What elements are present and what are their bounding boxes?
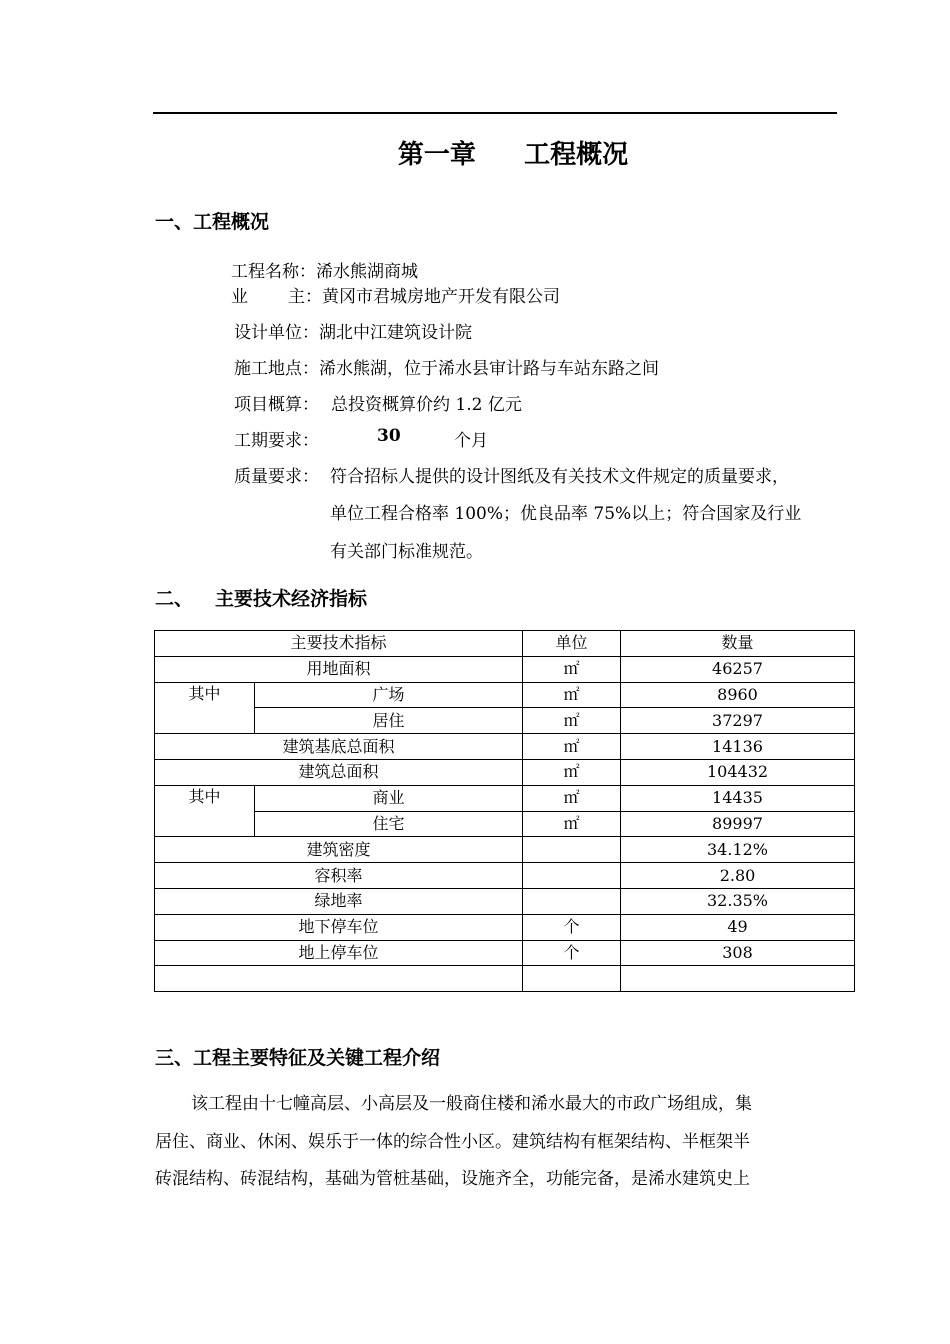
table-row xyxy=(155,656,855,682)
row-unit: ㎡ xyxy=(523,682,621,708)
period-unit: 个月 xyxy=(454,431,488,451)
row-name: 建筑密度 xyxy=(155,837,523,863)
row-value: 46257 xyxy=(621,656,855,682)
chapter-title xyxy=(153,134,873,171)
design-line xyxy=(234,318,472,343)
row-value: 2.80 xyxy=(621,863,855,889)
row-unit: ㎡ xyxy=(523,811,621,837)
table-row xyxy=(155,734,855,760)
period-value: 30 xyxy=(377,426,401,446)
row-name: 商业 xyxy=(255,785,523,811)
quality-label: 质量要求： xyxy=(234,467,319,487)
budget-label: 项目概算： xyxy=(234,395,319,415)
quality-line-2: 单位工程合格率 100%；优良品率 75%以上；符合国家及行业 xyxy=(330,504,802,524)
project-name-value: 浠水熊湖商城 xyxy=(316,262,418,282)
header-unit: 单位 xyxy=(523,631,621,657)
intro-line-3: 砖混结构、砖混结构，基础为管桩基础，设施齐全，功能完备，是浠水建筑史上 xyxy=(155,1169,750,1189)
table-row xyxy=(155,914,855,940)
row-name: 地下停车位 xyxy=(155,914,523,940)
row-name: 地上停车位 xyxy=(155,940,523,966)
section-1-heading: 一、工程概况 xyxy=(155,211,270,233)
chapter-number: 第一章 xyxy=(397,140,476,170)
owner-label-a: 业 xyxy=(231,287,248,307)
row-name: 用地面积 xyxy=(155,656,523,682)
row-value: 89997 xyxy=(621,811,855,837)
table-row xyxy=(155,837,855,863)
owner-label-b: 主： xyxy=(288,287,322,307)
intro-line-1: 该工程由十七幢高层、小高层及一般商住楼和浠水最大的市政广场组成，集 xyxy=(191,1094,752,1114)
row-unit: 个 xyxy=(523,940,621,966)
empty-cell xyxy=(523,966,621,992)
indicator-table xyxy=(154,630,855,992)
table-row xyxy=(155,940,855,966)
project-name-line xyxy=(231,257,418,282)
row-unit: 个 xyxy=(523,914,621,940)
row-name: 建筑基底总面积 xyxy=(155,734,523,760)
table-header-row xyxy=(155,631,855,657)
row-unit: ㎡ xyxy=(523,734,621,760)
row-value: 32.35% xyxy=(621,888,855,914)
quality-line-1: 符合招标人提供的设计图纸及有关技术文件规定的质量要求， xyxy=(330,467,789,487)
row-name: 绿地率 xyxy=(155,888,523,914)
design-value: 湖北中江建筑设计院 xyxy=(319,323,472,343)
row-unit xyxy=(523,888,621,914)
period-label: 工期要求： xyxy=(234,431,319,451)
site-label: 施工地点： xyxy=(234,359,319,379)
row-unit: ㎡ xyxy=(523,656,621,682)
row-name: 居住 xyxy=(255,708,523,734)
section-2-title: 主要技术经济指标 xyxy=(215,588,368,610)
row-value: 14435 xyxy=(621,785,855,811)
row-unit: ㎡ xyxy=(523,708,621,734)
chapter-name: 工程概况 xyxy=(524,140,629,170)
section-2-heading xyxy=(155,584,367,611)
table-empty-row xyxy=(155,966,855,992)
site-value: 浠水熊湖，位于浠水县审计路与车站东路之间 xyxy=(319,359,659,379)
row-unit xyxy=(523,837,621,863)
row-name: 广场 xyxy=(255,682,523,708)
row-value: 37297 xyxy=(621,708,855,734)
table-row xyxy=(155,759,855,785)
section-2-number: 二、 xyxy=(155,588,194,610)
table-row xyxy=(155,708,855,734)
row-value: 34.12% xyxy=(621,837,855,863)
row-unit: ㎡ xyxy=(523,759,621,785)
row-value: 49 xyxy=(621,914,855,940)
section-3-heading: 三、工程主要特征及关键工程介绍 xyxy=(155,1047,441,1069)
row-unit xyxy=(523,863,621,889)
table-row xyxy=(155,785,855,811)
project-name-label: 工程名称： xyxy=(231,262,316,282)
table-row xyxy=(155,863,855,889)
row-value: 104432 xyxy=(621,759,855,785)
owner-value: 黄冈市君城房地产开发有限公司 xyxy=(322,287,560,307)
owner-line xyxy=(231,282,560,307)
budget-line xyxy=(234,390,522,415)
intro-line-2: 居住、商业、休闲、娱乐于一体的综合性小区。建筑结构有框架结构、半框架半 xyxy=(155,1132,750,1152)
table-row xyxy=(155,888,855,914)
row-name: 住宅 xyxy=(255,811,523,837)
header-quantity: 数量 xyxy=(621,631,855,657)
row-unit: ㎡ xyxy=(523,785,621,811)
group-label: 其中 xyxy=(155,682,255,734)
group-label: 其中 xyxy=(155,785,255,837)
header-rule xyxy=(153,112,837,114)
empty-cell xyxy=(155,966,523,992)
row-value: 8960 xyxy=(621,682,855,708)
period-line xyxy=(234,426,319,451)
budget-value: 总投资概算价约 1.2 亿元 xyxy=(331,395,522,415)
table-row xyxy=(155,682,855,708)
design-label: 设计单位： xyxy=(234,323,319,343)
row-value: 14136 xyxy=(621,734,855,760)
quality-line-3: 有关部门标准规范。 xyxy=(330,542,483,562)
row-name: 容积率 xyxy=(155,863,523,889)
row-name: 建筑总面积 xyxy=(155,759,523,785)
table-row xyxy=(155,811,855,837)
row-value: 308 xyxy=(621,940,855,966)
header-indicator: 主要技术指标 xyxy=(155,631,523,657)
empty-cell xyxy=(621,966,855,992)
site-line xyxy=(234,354,659,379)
